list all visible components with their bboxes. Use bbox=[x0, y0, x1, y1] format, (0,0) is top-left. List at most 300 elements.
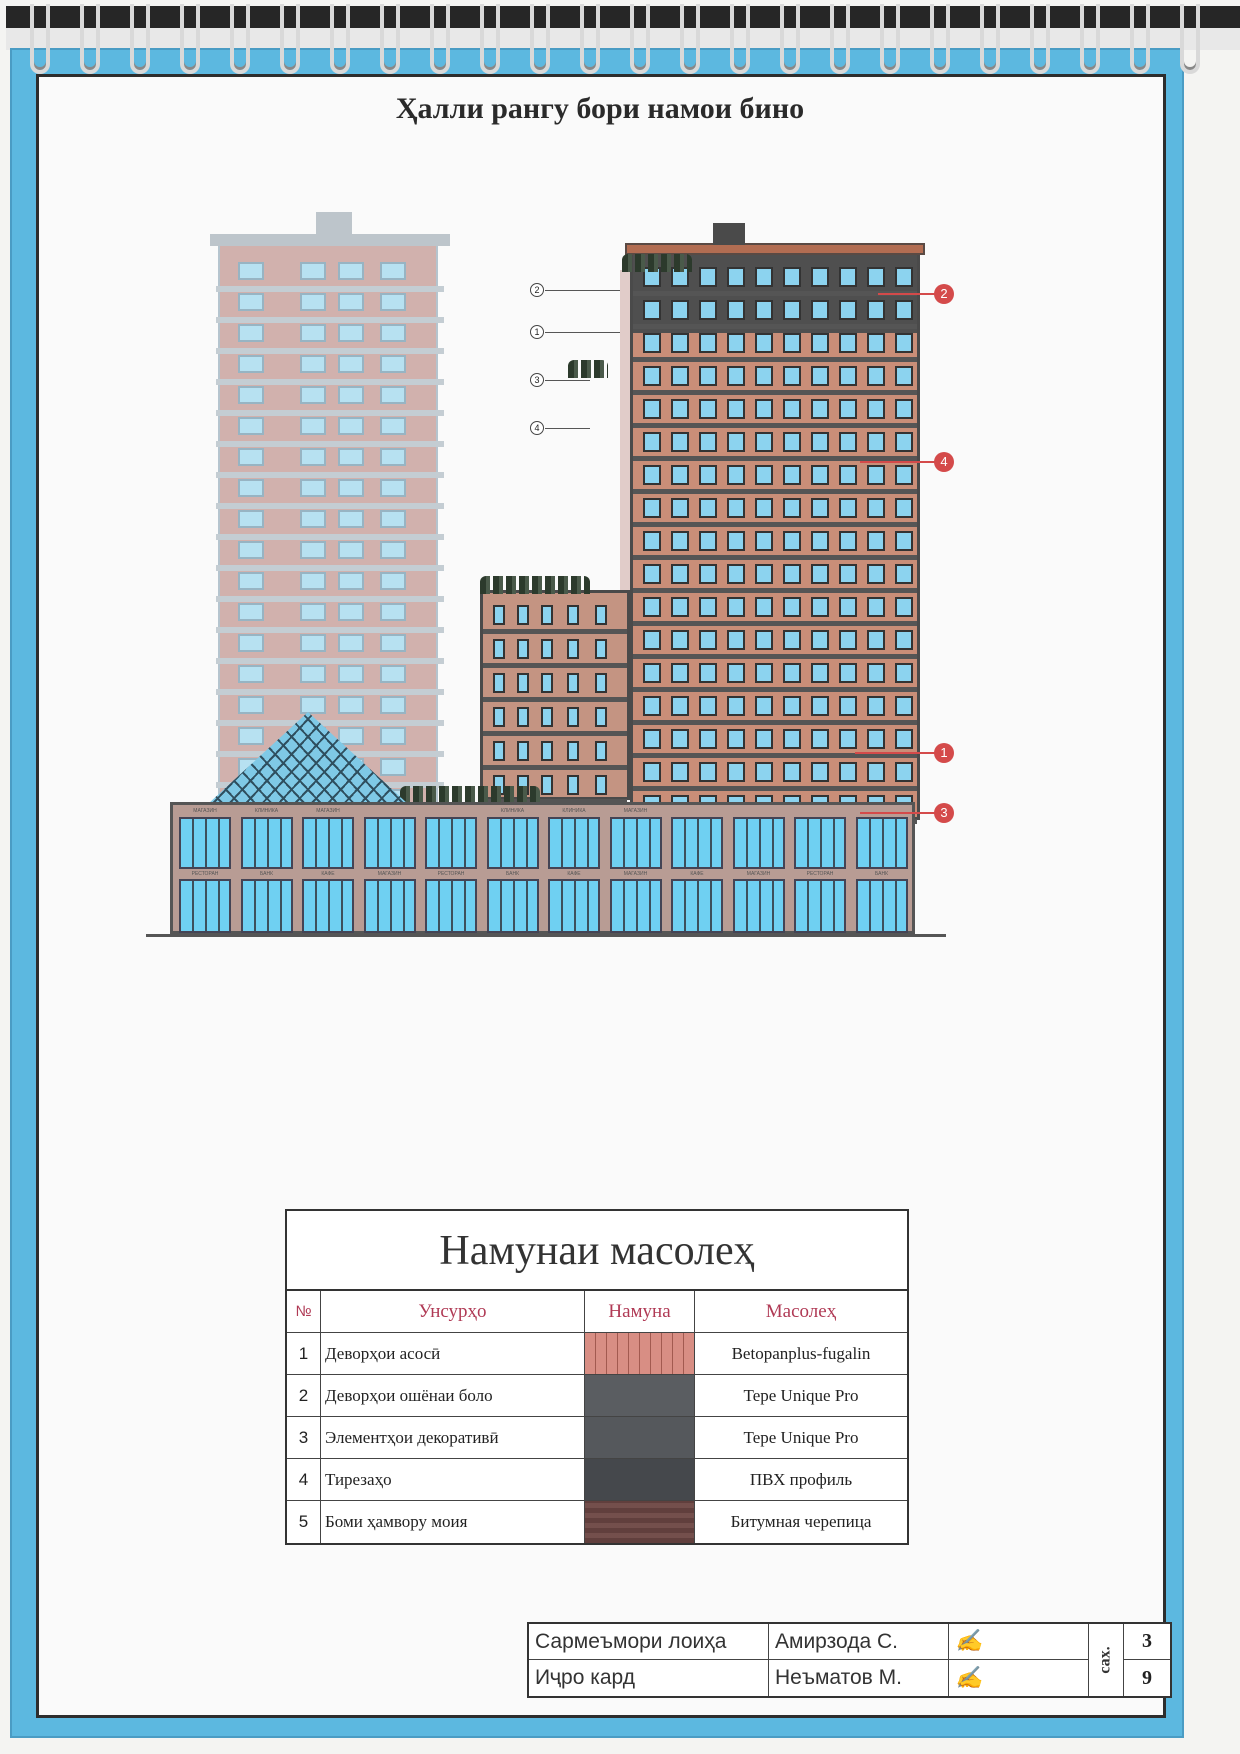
window bbox=[338, 479, 364, 497]
window bbox=[671, 531, 689, 551]
window bbox=[783, 762, 801, 782]
spiral-ring bbox=[630, 4, 650, 74]
window bbox=[867, 696, 885, 716]
storefront-glazing bbox=[548, 817, 600, 869]
window bbox=[238, 417, 264, 435]
window bbox=[755, 399, 773, 419]
window bbox=[811, 465, 829, 485]
window bbox=[867, 729, 885, 749]
storefront-sign: МАГАЗИН bbox=[623, 871, 648, 877]
window bbox=[643, 696, 661, 716]
window bbox=[811, 564, 829, 584]
row-swatch bbox=[585, 1375, 695, 1416]
storefront-sign: МАГАЗИН bbox=[746, 871, 771, 877]
window bbox=[867, 366, 885, 386]
row-num: 1 bbox=[287, 1333, 321, 1374]
storefront-sign: РЕСТОРАН bbox=[437, 871, 465, 877]
window bbox=[671, 498, 689, 518]
window bbox=[300, 386, 326, 404]
storefront-glazing bbox=[548, 879, 600, 933]
window bbox=[839, 399, 857, 419]
spiral-ring bbox=[930, 4, 950, 74]
window bbox=[755, 267, 773, 287]
window bbox=[699, 597, 717, 617]
floor-line bbox=[483, 629, 627, 634]
window bbox=[643, 663, 661, 683]
window bbox=[238, 479, 264, 497]
row-num: 4 bbox=[287, 1459, 321, 1500]
storefront-sign bbox=[735, 806, 783, 816]
window bbox=[671, 333, 689, 353]
window bbox=[783, 597, 801, 617]
row-material: Betopanplus-fugalin bbox=[731, 1343, 871, 1363]
spiral-ring bbox=[130, 4, 150, 74]
floor-line bbox=[633, 588, 917, 593]
window bbox=[493, 639, 505, 659]
window bbox=[699, 762, 717, 782]
window bbox=[783, 564, 801, 584]
window bbox=[727, 267, 745, 287]
window bbox=[699, 399, 717, 419]
tb-name-chief-architect: Амирзода С. bbox=[769, 1624, 949, 1660]
window bbox=[338, 634, 364, 652]
window bbox=[300, 479, 326, 497]
retail-podium bbox=[170, 802, 915, 934]
spiral-ring bbox=[80, 4, 100, 74]
window bbox=[755, 597, 773, 617]
window bbox=[727, 300, 745, 320]
materials-table bbox=[285, 1209, 909, 1545]
floor-band bbox=[216, 658, 444, 664]
floor-line bbox=[633, 291, 917, 296]
storefront-sign bbox=[427, 806, 475, 816]
floor-band bbox=[216, 503, 444, 509]
window bbox=[783, 630, 801, 650]
header-element: Унсурҳо bbox=[321, 1291, 585, 1332]
callout-leader-line bbox=[878, 293, 940, 295]
window bbox=[643, 432, 661, 452]
spiral-rings bbox=[0, 0, 1240, 80]
row-material: ПВХ профиль bbox=[749, 1469, 853, 1489]
row-swatch bbox=[585, 1417, 695, 1458]
table-row bbox=[287, 1333, 907, 1375]
window bbox=[300, 293, 326, 311]
window bbox=[517, 605, 529, 625]
window bbox=[643, 630, 661, 650]
window bbox=[839, 630, 857, 650]
window bbox=[238, 262, 264, 280]
window bbox=[671, 663, 689, 683]
storefront-sign: МАГАЗИН bbox=[316, 808, 340, 814]
window bbox=[839, 729, 857, 749]
row-num: 5 bbox=[287, 1501, 321, 1543]
storefront-glazing bbox=[425, 817, 477, 869]
window bbox=[380, 386, 406, 404]
storefront-glazing bbox=[610, 817, 662, 869]
window bbox=[338, 417, 364, 435]
row-material: Tepe Unique Pro bbox=[743, 1427, 859, 1447]
storefront-glazing bbox=[302, 817, 354, 869]
window bbox=[338, 510, 364, 528]
window bbox=[595, 605, 607, 625]
storefront-glazing bbox=[425, 879, 477, 933]
window bbox=[755, 432, 773, 452]
materials-table-header bbox=[287, 1291, 907, 1333]
window bbox=[895, 696, 913, 716]
storefront-glazing bbox=[733, 879, 785, 933]
floor-band bbox=[216, 534, 444, 540]
spiral-ring bbox=[1180, 4, 1200, 74]
floor-band bbox=[216, 379, 444, 385]
roof-garden-plants bbox=[622, 254, 692, 272]
storefront-glazing bbox=[856, 879, 908, 933]
signature-chief-architect: ✍ bbox=[949, 1624, 1089, 1660]
window bbox=[811, 729, 829, 749]
row-num: 2 bbox=[287, 1375, 321, 1416]
window bbox=[643, 762, 661, 782]
floor-line bbox=[633, 786, 917, 791]
storefront-sign: РЕСТОРАН bbox=[191, 871, 219, 877]
window bbox=[493, 707, 505, 727]
window bbox=[839, 762, 857, 782]
floor-line bbox=[633, 687, 917, 692]
window bbox=[338, 324, 364, 342]
window bbox=[300, 262, 326, 280]
floor-band bbox=[216, 317, 444, 323]
ground-line bbox=[146, 934, 946, 937]
window bbox=[783, 498, 801, 518]
table-row bbox=[287, 1375, 907, 1417]
spiral-ring bbox=[730, 4, 750, 74]
window bbox=[671, 399, 689, 419]
window bbox=[727, 333, 745, 353]
window bbox=[699, 630, 717, 650]
window bbox=[755, 366, 773, 386]
window bbox=[727, 630, 745, 650]
floor-line bbox=[633, 390, 917, 395]
window bbox=[783, 267, 801, 287]
window bbox=[755, 300, 773, 320]
row-material: Битумная черепица bbox=[730, 1512, 872, 1531]
spiral-ring bbox=[180, 4, 200, 74]
window bbox=[755, 564, 773, 584]
storefront-glazing bbox=[241, 817, 293, 869]
floor-band bbox=[216, 689, 444, 695]
floor-band bbox=[216, 596, 444, 602]
spiral-ring bbox=[230, 4, 250, 74]
spiral-ring bbox=[280, 4, 300, 74]
window bbox=[895, 630, 913, 650]
storefront-glazing bbox=[733, 817, 785, 869]
window bbox=[811, 366, 829, 386]
storefront-sign: РЕСТОРАН bbox=[806, 871, 834, 877]
window bbox=[671, 366, 689, 386]
window bbox=[699, 498, 717, 518]
swatch-graphite bbox=[585, 1459, 694, 1500]
floor-band bbox=[216, 286, 444, 292]
callout-leader-line bbox=[545, 290, 620, 291]
window bbox=[839, 432, 857, 452]
header-material: Масолеҳ bbox=[765, 1300, 837, 1322]
callout-leader-line bbox=[545, 428, 590, 429]
window bbox=[811, 663, 829, 683]
window bbox=[595, 707, 607, 727]
window bbox=[699, 333, 717, 353]
window bbox=[755, 696, 773, 716]
window bbox=[727, 366, 745, 386]
window bbox=[867, 762, 885, 782]
window bbox=[517, 741, 529, 761]
floor-line bbox=[633, 621, 917, 626]
title-block bbox=[527, 1622, 1172, 1698]
window bbox=[755, 630, 773, 650]
main-tower bbox=[630, 250, 920, 820]
window bbox=[238, 355, 264, 373]
floor-line bbox=[483, 697, 627, 702]
window bbox=[755, 762, 773, 782]
window bbox=[867, 333, 885, 353]
window bbox=[727, 498, 745, 518]
callout-leader-line bbox=[860, 812, 940, 814]
window bbox=[727, 729, 745, 749]
window bbox=[867, 498, 885, 518]
window bbox=[783, 432, 801, 452]
window bbox=[895, 366, 913, 386]
window bbox=[595, 673, 607, 693]
header-sample: Намуна bbox=[585, 1291, 695, 1332]
window bbox=[755, 729, 773, 749]
window bbox=[671, 696, 689, 716]
window bbox=[811, 267, 829, 287]
window bbox=[567, 605, 579, 625]
callout-leader-line bbox=[545, 380, 590, 381]
window bbox=[595, 775, 607, 795]
callout-right-3: 3 bbox=[934, 803, 954, 823]
window bbox=[867, 663, 885, 683]
floor-line bbox=[633, 720, 917, 725]
window bbox=[300, 541, 326, 559]
storefront-sign: КАФЕ bbox=[690, 871, 704, 877]
window bbox=[643, 498, 661, 518]
window bbox=[839, 531, 857, 551]
window bbox=[380, 324, 406, 342]
low-wing bbox=[480, 590, 630, 800]
window bbox=[380, 665, 406, 683]
tb-role-chief-architect: Сармеъмори лоиҳа bbox=[529, 1624, 769, 1660]
spiral-ring bbox=[580, 4, 600, 74]
window bbox=[895, 267, 913, 287]
window bbox=[755, 333, 773, 353]
window bbox=[238, 634, 264, 652]
window bbox=[338, 355, 364, 373]
window bbox=[300, 355, 326, 373]
low-wing-roof-plants bbox=[480, 576, 590, 594]
storefront-glazing bbox=[241, 879, 293, 933]
window bbox=[517, 707, 529, 727]
window bbox=[338, 541, 364, 559]
window bbox=[643, 564, 661, 584]
spiral-ring bbox=[830, 4, 850, 74]
storefront-glazing bbox=[302, 879, 354, 933]
window bbox=[380, 293, 406, 311]
window bbox=[783, 729, 801, 749]
window bbox=[493, 673, 505, 693]
sheet-number: 3 bbox=[1124, 1624, 1170, 1660]
window bbox=[238, 665, 264, 683]
window bbox=[727, 531, 745, 551]
spiral-ring bbox=[30, 4, 50, 74]
window bbox=[727, 465, 745, 485]
window bbox=[671, 762, 689, 782]
window bbox=[300, 324, 326, 342]
callout-leader-line bbox=[860, 461, 940, 463]
storefront-glazing bbox=[364, 817, 416, 869]
window bbox=[895, 729, 913, 749]
window bbox=[811, 300, 829, 320]
callout-leader-line bbox=[855, 752, 940, 754]
floor-band bbox=[216, 565, 444, 571]
window bbox=[567, 775, 579, 795]
window bbox=[867, 399, 885, 419]
window bbox=[867, 432, 885, 452]
window bbox=[338, 262, 364, 280]
storefront-glazing bbox=[487, 879, 539, 933]
window bbox=[595, 639, 607, 659]
window bbox=[643, 597, 661, 617]
callout-right-4: 4 bbox=[934, 452, 954, 472]
window bbox=[238, 324, 264, 342]
window bbox=[567, 639, 579, 659]
window bbox=[727, 762, 745, 782]
window bbox=[338, 665, 364, 683]
window bbox=[699, 465, 717, 485]
spiral-ring bbox=[430, 4, 450, 74]
sheet-label bbox=[1089, 1624, 1124, 1696]
window bbox=[380, 262, 406, 280]
window bbox=[839, 597, 857, 617]
window bbox=[238, 541, 264, 559]
window bbox=[338, 603, 364, 621]
window bbox=[517, 673, 529, 693]
window bbox=[811, 432, 829, 452]
spiral-ring bbox=[1030, 4, 1050, 74]
table-row bbox=[287, 1417, 907, 1459]
facade-drawing bbox=[160, 210, 1060, 1050]
window bbox=[783, 399, 801, 419]
header-num: № bbox=[287, 1291, 321, 1332]
tb-name-executor: Неъматов М. bbox=[769, 1660, 949, 1696]
table-row bbox=[287, 1501, 907, 1543]
spiral-ring bbox=[980, 4, 1000, 74]
floor-line bbox=[483, 731, 627, 736]
window bbox=[541, 673, 553, 693]
callout-right-1: 1 bbox=[934, 743, 954, 763]
storefront-glazing bbox=[179, 879, 231, 933]
window bbox=[380, 417, 406, 435]
window bbox=[839, 696, 857, 716]
window bbox=[671, 432, 689, 452]
floor-band bbox=[216, 441, 444, 447]
window bbox=[811, 696, 829, 716]
window bbox=[541, 775, 553, 795]
window bbox=[727, 399, 745, 419]
swatch-shingle bbox=[585, 1501, 694, 1543]
window bbox=[783, 300, 801, 320]
window bbox=[671, 729, 689, 749]
window bbox=[727, 432, 745, 452]
window bbox=[895, 597, 913, 617]
spiral-ring bbox=[780, 4, 800, 74]
window bbox=[238, 448, 264, 466]
window bbox=[867, 531, 885, 551]
window bbox=[727, 597, 745, 617]
window bbox=[643, 465, 661, 485]
window bbox=[699, 531, 717, 551]
window bbox=[699, 267, 717, 287]
page-title: Ҳалли рангу бори намои бино bbox=[395, 92, 805, 125]
callout-right-2: 2 bbox=[934, 284, 954, 304]
window bbox=[867, 465, 885, 485]
terrace-plants bbox=[568, 360, 608, 378]
window bbox=[338, 572, 364, 590]
spiral-ring bbox=[1130, 4, 1150, 74]
window bbox=[300, 665, 326, 683]
floor-line bbox=[633, 423, 917, 428]
row-element: Деворҳои ошёнаи боло bbox=[321, 1375, 585, 1416]
window bbox=[783, 696, 801, 716]
window bbox=[517, 639, 529, 659]
floor-line bbox=[633, 357, 917, 362]
window bbox=[895, 300, 913, 320]
row-element: Деворҳои асосӣ bbox=[321, 1333, 585, 1374]
window bbox=[541, 639, 553, 659]
storefront-sign: МАГАЗИН bbox=[193, 808, 217, 814]
storefront-glazing bbox=[179, 817, 231, 869]
storefront-glazing bbox=[364, 879, 416, 933]
window bbox=[867, 630, 885, 650]
window bbox=[895, 564, 913, 584]
storefront-sign bbox=[366, 806, 414, 816]
window bbox=[300, 417, 326, 435]
window bbox=[755, 498, 773, 518]
storefront-sign: КАФЕ bbox=[321, 871, 335, 877]
window bbox=[699, 696, 717, 716]
sheet-label-text: сах. bbox=[1096, 1646, 1114, 1674]
window bbox=[699, 300, 717, 320]
window bbox=[839, 366, 857, 386]
window bbox=[643, 399, 661, 419]
tower-roof-box bbox=[316, 212, 352, 236]
storefront-sign: МАГАЗИН bbox=[623, 808, 648, 814]
window bbox=[380, 510, 406, 528]
window bbox=[867, 300, 885, 320]
row-swatch bbox=[585, 1459, 695, 1500]
window bbox=[811, 762, 829, 782]
window bbox=[867, 267, 885, 287]
window bbox=[867, 564, 885, 584]
row-material: Tepe Unique Pro bbox=[743, 1385, 859, 1405]
storefront-glazing bbox=[794, 817, 846, 869]
window bbox=[541, 741, 553, 761]
floor-line bbox=[633, 555, 917, 560]
table-row bbox=[287, 1459, 907, 1501]
window bbox=[811, 630, 829, 650]
window bbox=[671, 597, 689, 617]
window bbox=[699, 366, 717, 386]
window bbox=[783, 333, 801, 353]
window bbox=[380, 634, 406, 652]
window bbox=[783, 465, 801, 485]
